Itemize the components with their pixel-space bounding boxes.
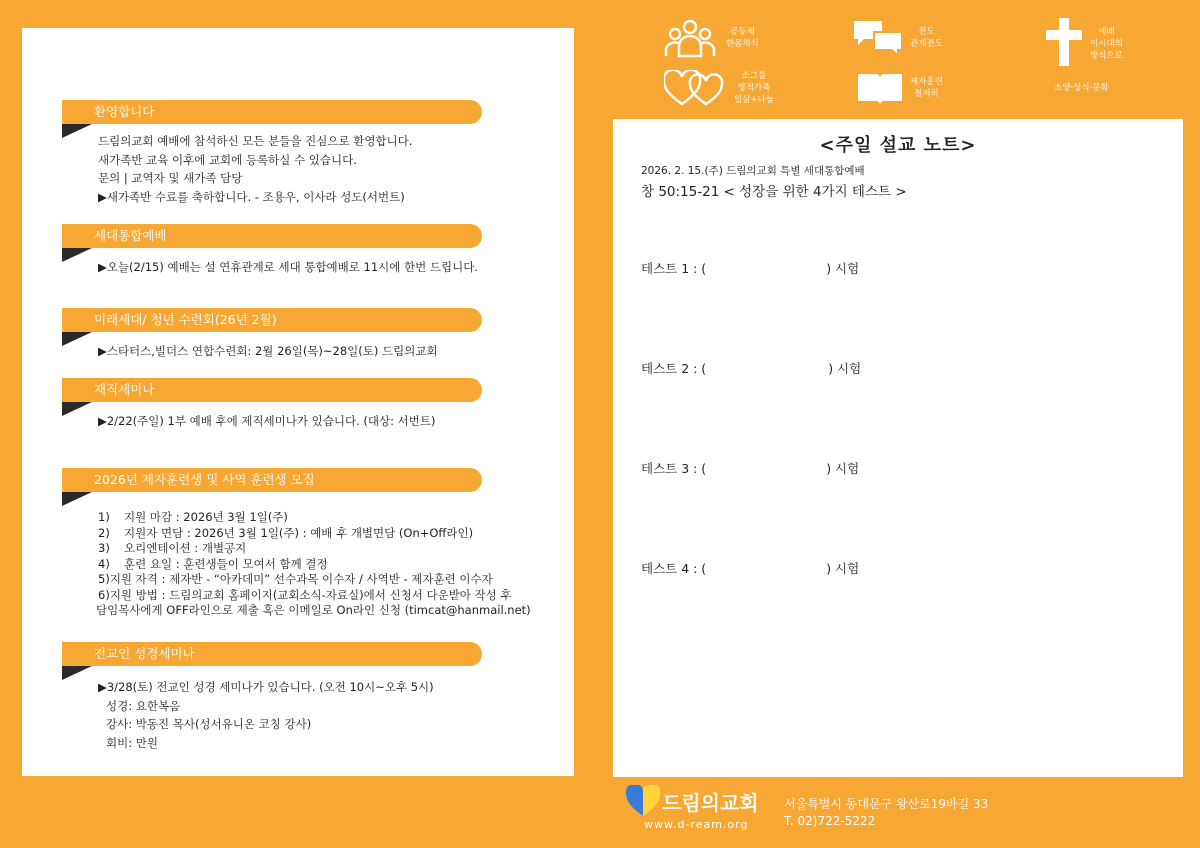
test-label: 테스트 3 : (	[641, 461, 707, 476]
section-body	[62, 510, 531, 619]
church-logo	[626, 785, 766, 835]
section-header	[62, 468, 482, 492]
header-fold-decoration	[62, 492, 92, 506]
note-title: <주일 설교 노트>	[819, 135, 977, 156]
icon-label: 전도 관계전도	[910, 27, 943, 49]
section-header-label: 재직세미나	[94, 382, 155, 397]
list-text: 오리엔테이션 : 개별공지	[124, 541, 247, 555]
list-text: 지원 방법 : 드림의교회 홈페이지(교회소식-자료실)에서 신청서 다운받아 작성 후	[109, 587, 512, 602]
section-body	[62, 412, 482, 431]
test-line-3	[641, 459, 859, 477]
header-fold-decoration	[62, 666, 92, 680]
list-number: 4)	[98, 556, 110, 571]
text-line: ▶오늘(2/15) 예배는 설 연휴관계로 세대 통합예배로 11시에 한번 드립니다.	[98, 260, 479, 274]
heart-logo-icon	[626, 785, 660, 817]
section-header-label: 환영합니다	[94, 104, 155, 119]
text-line: ▶2/22(주일) 1부 예배 후에 제직세미나가 있습니다. (대상: 서번트)	[98, 414, 436, 428]
book-icon	[856, 70, 904, 106]
list-item	[98, 587, 512, 604]
list-item	[98, 557, 482, 573]
header-fold-decoration	[62, 402, 92, 416]
test-line-4	[641, 559, 859, 577]
list-text: 지원 자격 : 제자반 - “아카데미” 선수과목 이수자 / 사역반 - 제자훈련 이수자	[109, 572, 493, 586]
list-number: 2)	[98, 525, 110, 540]
list-number: 5)	[98, 572, 110, 586]
text-line: ▶새가족반 수료를 축하합니다. - 조용우, 이사라 성도(서번트)	[98, 189, 405, 204]
text-line: 드림의교회 예배에 참석하신 모든 분들을 진심으로 환영합니다.	[98, 134, 413, 148]
section-body	[62, 342, 482, 361]
test-label: 테스트 4 : (	[641, 561, 707, 576]
section-body	[62, 132, 482, 206]
sermon-note-panel	[613, 119, 1183, 777]
test-suffix: ) 시험	[826, 461, 860, 476]
icon-label: 예배 이시대의 방식으로	[1090, 27, 1123, 61]
text-line: 성경: 요한복음	[106, 698, 181, 713]
list-number: 3)	[98, 541, 110, 555]
text-line: 강사: 박동진 목사(성서유니온 코칭 강사)	[106, 717, 312, 731]
list-item	[98, 541, 482, 557]
church-address: 서울특별시 동대문구 왕산로19바길 33	[784, 797, 989, 811]
people-icon	[664, 18, 716, 58]
section-body	[62, 678, 482, 752]
section-retreat	[62, 308, 482, 361]
section-training	[62, 468, 531, 619]
section-welcome	[62, 100, 482, 206]
list-item	[98, 510, 482, 526]
section-header-label: 세대통합예배	[94, 228, 167, 243]
test-line-2	[641, 359, 861, 377]
section-header	[62, 378, 482, 402]
note-subtitle: 2026. 2. 15.(주) 드림의교회 특별 세대통합예배	[641, 165, 865, 177]
section-header	[62, 100, 482, 124]
list-item	[98, 526, 482, 542]
hearts-icon	[664, 70, 724, 106]
announcements-panel	[22, 28, 574, 776]
section-header-label: 미래세대/ 청년 수련회(26년 2월)	[94, 312, 277, 327]
text-line: 담임목사에게 OFF라인으로 제출 혹은 이메일로 On라인 신청 (timcat@hanmail.net)	[96, 603, 531, 617]
header-fold-decoration	[62, 124, 92, 138]
header-fold-decoration	[62, 248, 92, 262]
list-number: 6)	[98, 587, 110, 602]
section-header-label: 2026년 제자훈련생 및 사역 훈련생 모집	[94, 472, 315, 487]
section-intergen	[62, 224, 482, 277]
list-text: 훈련 요일 : 훈련생들이 모여서 함께 결정	[124, 556, 328, 571]
section-header	[62, 224, 482, 248]
values-icons	[660, 14, 1200, 114]
text-line: ▶3/28(토) 전교인 성경 세미나가 있습니다. (오전 10시~오후 5시)	[98, 680, 434, 694]
list-text: 지원 마감 : 2026년 3월 1일(주)	[124, 510, 288, 524]
section-header-label: 전교인 성경세미나	[94, 646, 195, 661]
culture-label: 소양·상식·문화	[1054, 83, 1109, 93]
section-body	[62, 258, 482, 277]
text-line: ▶스타터스,빌더스 연합수련회: 2월 26일(목)~28일(토) 드림의교회	[98, 344, 438, 358]
list-number: 1)	[98, 510, 110, 524]
list-item	[98, 572, 493, 588]
text-line: 문의 | 교역자 및 새가족 담당	[98, 171, 243, 185]
cross-icon	[1044, 18, 1084, 66]
icon-label: 제자훈련 철저히	[910, 77, 943, 99]
test-label: 테스트 1 : (	[641, 261, 707, 276]
section-deacon	[62, 378, 482, 431]
list-text: 지원자 면담 : 2026년 3월 1일(주) : 예배 후 개별면담 (On+Off라인)	[124, 525, 474, 540]
church-url[interactable]: www.d-ream.org	[644, 818, 749, 831]
church-phone: T. 02)722-5222	[784, 814, 876, 828]
test-line-1	[641, 259, 859, 277]
text-line: 회비: 만원	[106, 735, 158, 750]
section-header	[62, 308, 482, 332]
section-header	[62, 642, 482, 666]
test-suffix: ) 시험	[828, 361, 862, 376]
note-passage: 창 50:15-21 < 성장을 위한 4가지 테스트 >	[641, 184, 907, 200]
header-fold-decoration	[62, 332, 92, 346]
section-seminar	[62, 642, 482, 752]
test-suffix: ) 시험	[826, 561, 860, 576]
test-suffix: ) 시험	[826, 261, 860, 276]
speech-bubbles-icon	[852, 18, 904, 58]
church-name: 드림의교회	[662, 791, 759, 815]
icon-label: 소그룹 영적가족 일삶+나눔	[734, 71, 774, 105]
test-label: 테스트 2 : (	[641, 361, 707, 376]
church-address-block	[784, 796, 988, 830]
icon-label: 공동체 한몸의식	[726, 27, 759, 49]
text-line: 새가족반 교육 이후에 교회에 등록하실 수 있습니다.	[98, 152, 357, 167]
